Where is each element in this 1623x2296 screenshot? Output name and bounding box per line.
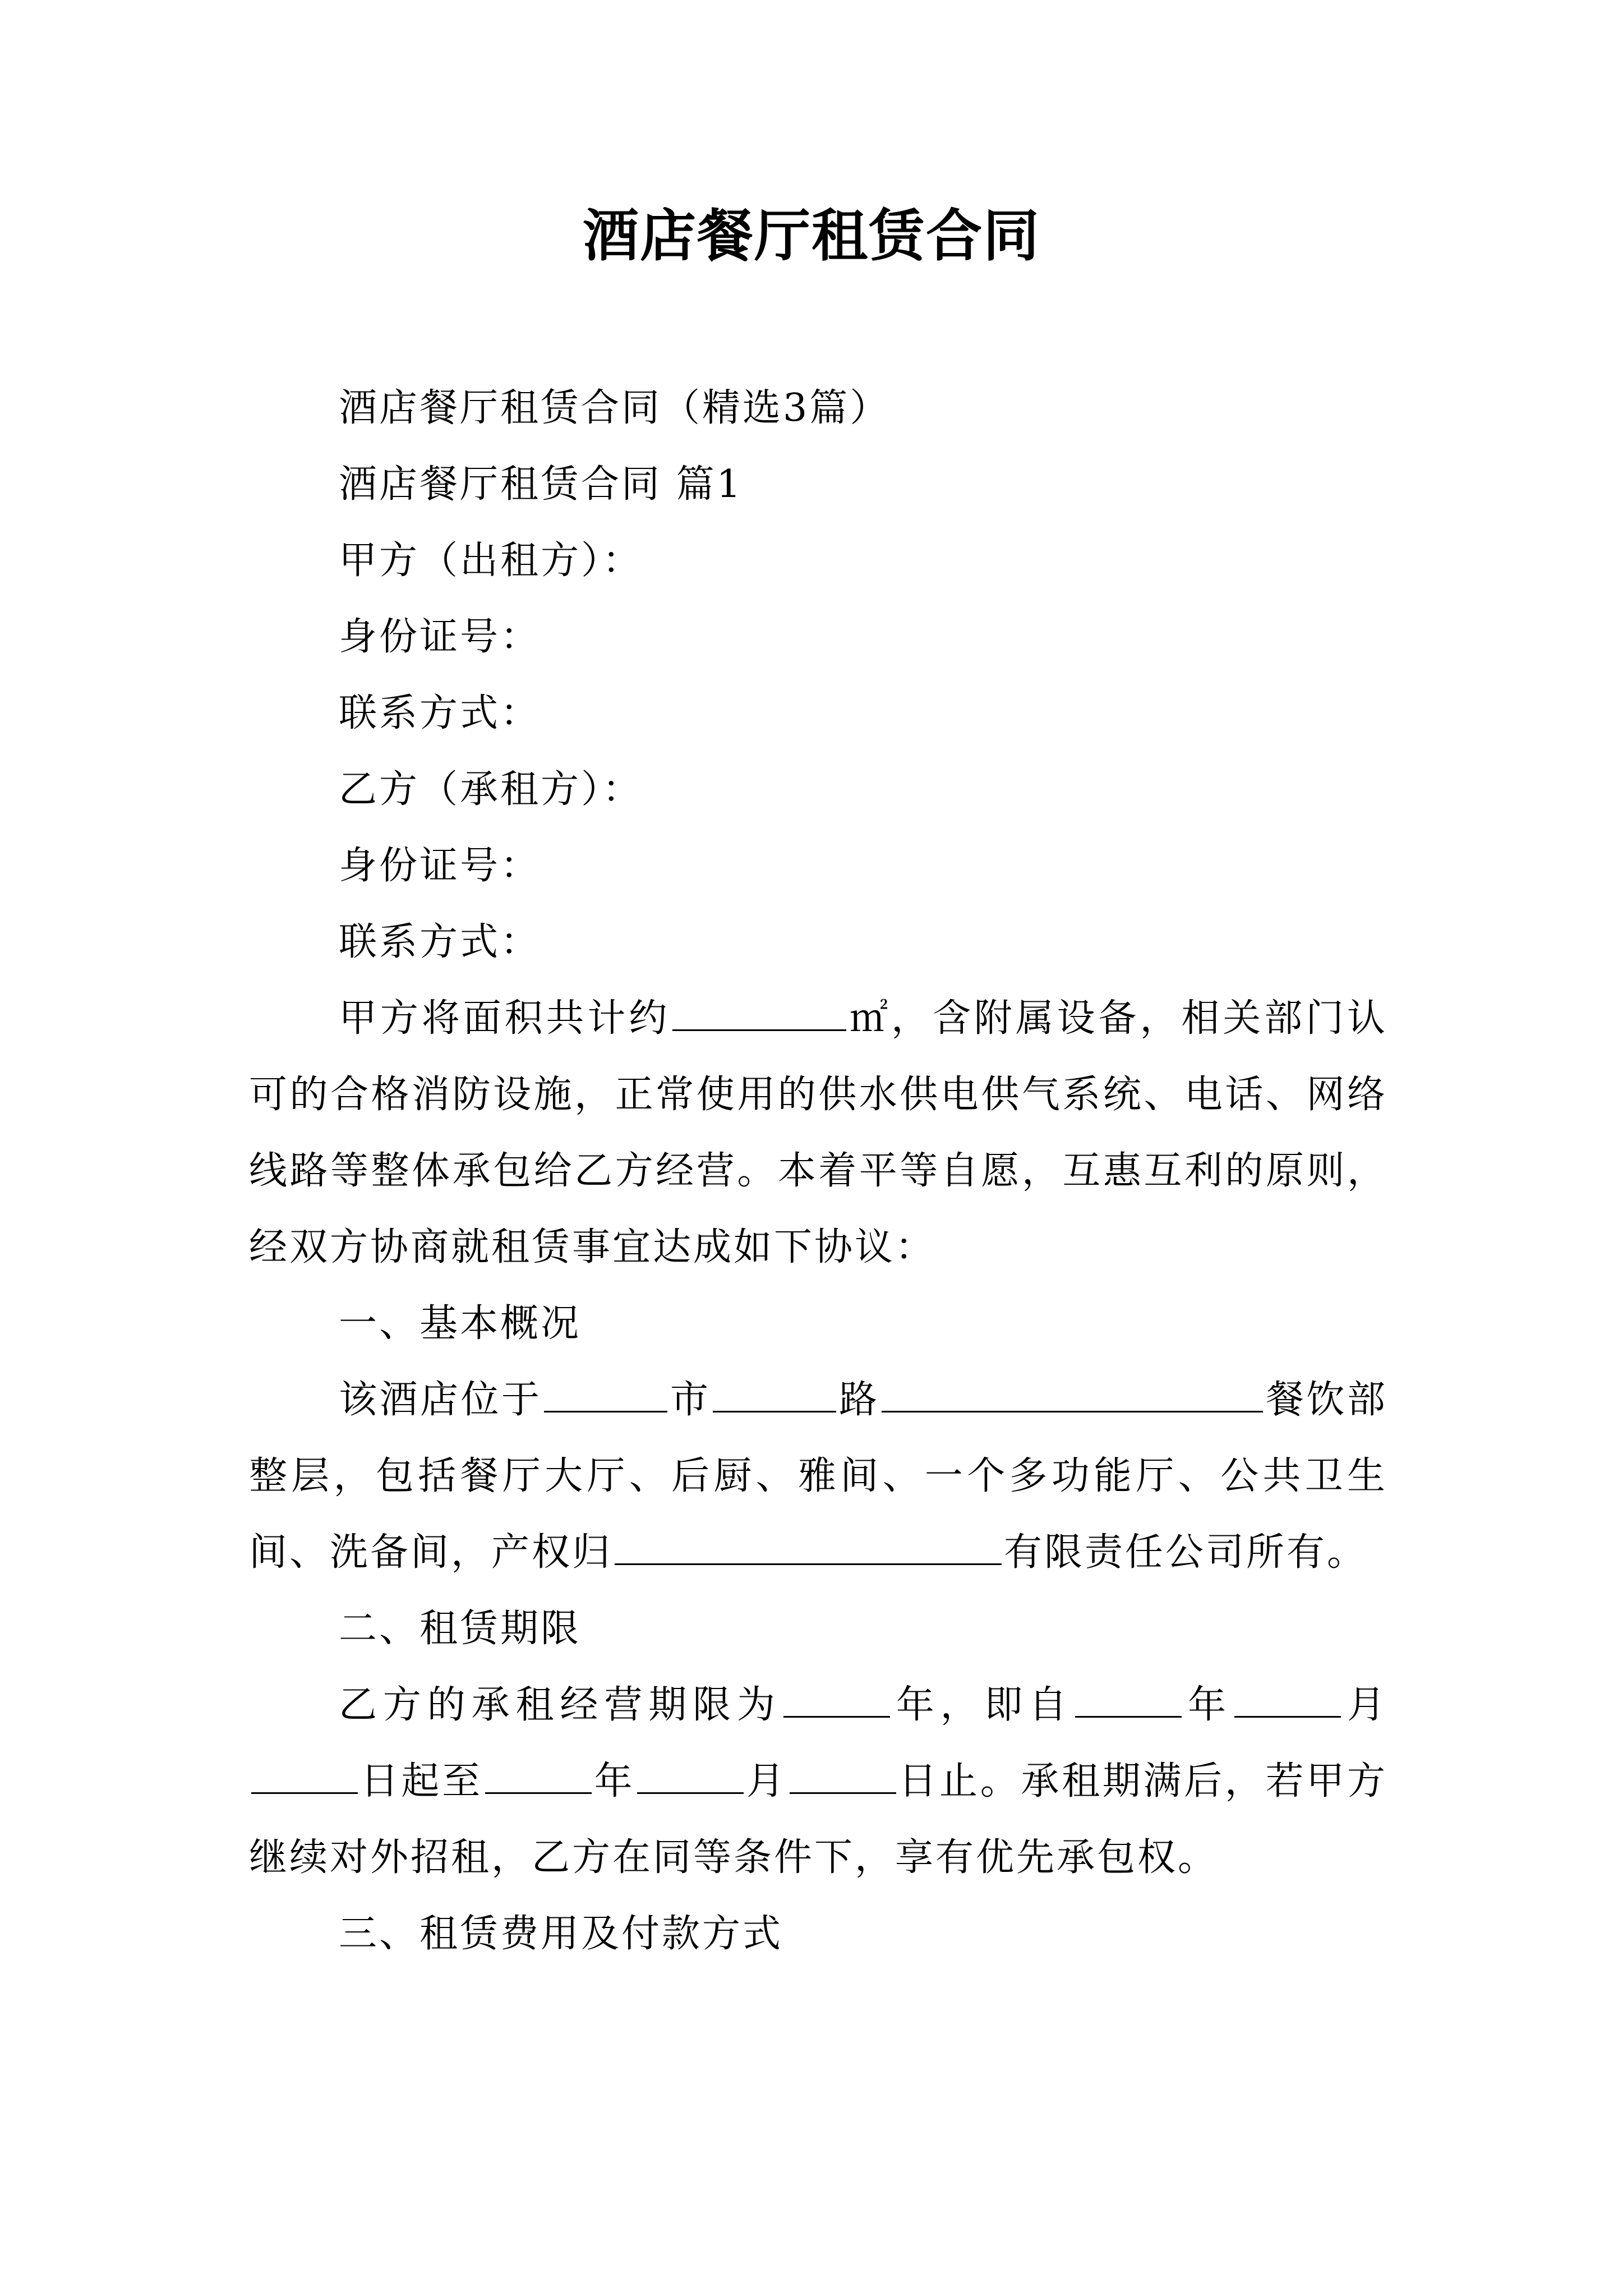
term-text-d: 月 bbox=[1343, 1683, 1387, 1727]
end-month-blank bbox=[637, 1759, 744, 1794]
owner-blank bbox=[615, 1530, 1002, 1565]
term-paragraph bbox=[249, 1667, 1387, 1896]
basic-text-d: 餐饮部整层，包括餐厅大厅、后厨、雅间、一个多功能厅、公共卫生间、洗备间，产权归 bbox=[249, 1378, 1387, 1575]
section-heading-basic: 一、基本概况 bbox=[339, 1301, 582, 1346]
basic-text-e: 有限责任公司所有。 bbox=[1004, 1530, 1368, 1575]
start-month-blank bbox=[1234, 1682, 1341, 1718]
basic-text-c: 路 bbox=[838, 1378, 880, 1422]
intro-text-b: ㎡，含附属设备，相关部门认可的合格消防设施，正常使用的供水供电供气系统、电话、网络线路等整体承包给乙方经营。本着平等自愿，互惠互利的原则，经双方协商就租赁事宜达成如下协议： bbox=[249, 996, 1387, 1269]
term-text-a: 乙方的承租经营期限为 bbox=[339, 1683, 781, 1727]
party-b-id-label: 身份证号： bbox=[339, 844, 541, 888]
term-text-e: 日起至 bbox=[360, 1759, 483, 1803]
term-text-b: 年，即自 bbox=[892, 1683, 1073, 1727]
party-a-contact-label: 联系方式： bbox=[339, 691, 541, 735]
end-year-blank bbox=[485, 1759, 592, 1794]
section-heading-term: 二、租赁期限 bbox=[339, 1607, 582, 1651]
start-day-blank bbox=[251, 1759, 358, 1794]
document-body bbox=[249, 370, 1387, 1972]
start-year-blank bbox=[1075, 1682, 1182, 1718]
term-text-h: 日止。承租期满后，若甲方继续对外招租，乙方在同等条件下，享有优先承包权。 bbox=[249, 1759, 1387, 1880]
intro-paragraph bbox=[249, 981, 1387, 1286]
term-text-c: 年 bbox=[1184, 1683, 1233, 1727]
party-a-id-label: 身份证号： bbox=[339, 615, 541, 659]
years-blank bbox=[783, 1682, 890, 1718]
basic-text-a: 该酒店位于 bbox=[339, 1378, 542, 1422]
city-blank bbox=[544, 1377, 667, 1412]
area-blank bbox=[672, 996, 846, 1031]
party-a-label: 甲方（出租方）： bbox=[339, 539, 643, 583]
section-heading-fees: 三、租赁费用及付款方式 bbox=[339, 1912, 783, 1956]
chapter-heading: 酒店餐厅租赁合同 篇1 bbox=[339, 462, 743, 507]
end-day-blank bbox=[790, 1759, 896, 1794]
basic-text-b: 市 bbox=[670, 1378, 711, 1422]
address-blank bbox=[882, 1377, 1263, 1412]
basic-paragraph bbox=[249, 1362, 1387, 1591]
road-blank bbox=[713, 1377, 836, 1412]
document-title: 酒店餐厅租赁合同 bbox=[583, 203, 1040, 269]
collection-heading: 酒店餐厅租赁合同（精选3篇） bbox=[339, 386, 891, 430]
intro-text-a: 甲方将面积共计约 bbox=[339, 996, 671, 1041]
party-b-label: 乙方（承租方）： bbox=[339, 767, 643, 812]
term-text-g: 月 bbox=[746, 1759, 787, 1803]
party-b-contact-label: 联系方式： bbox=[339, 920, 541, 964]
term-text-f: 年 bbox=[593, 1759, 635, 1803]
